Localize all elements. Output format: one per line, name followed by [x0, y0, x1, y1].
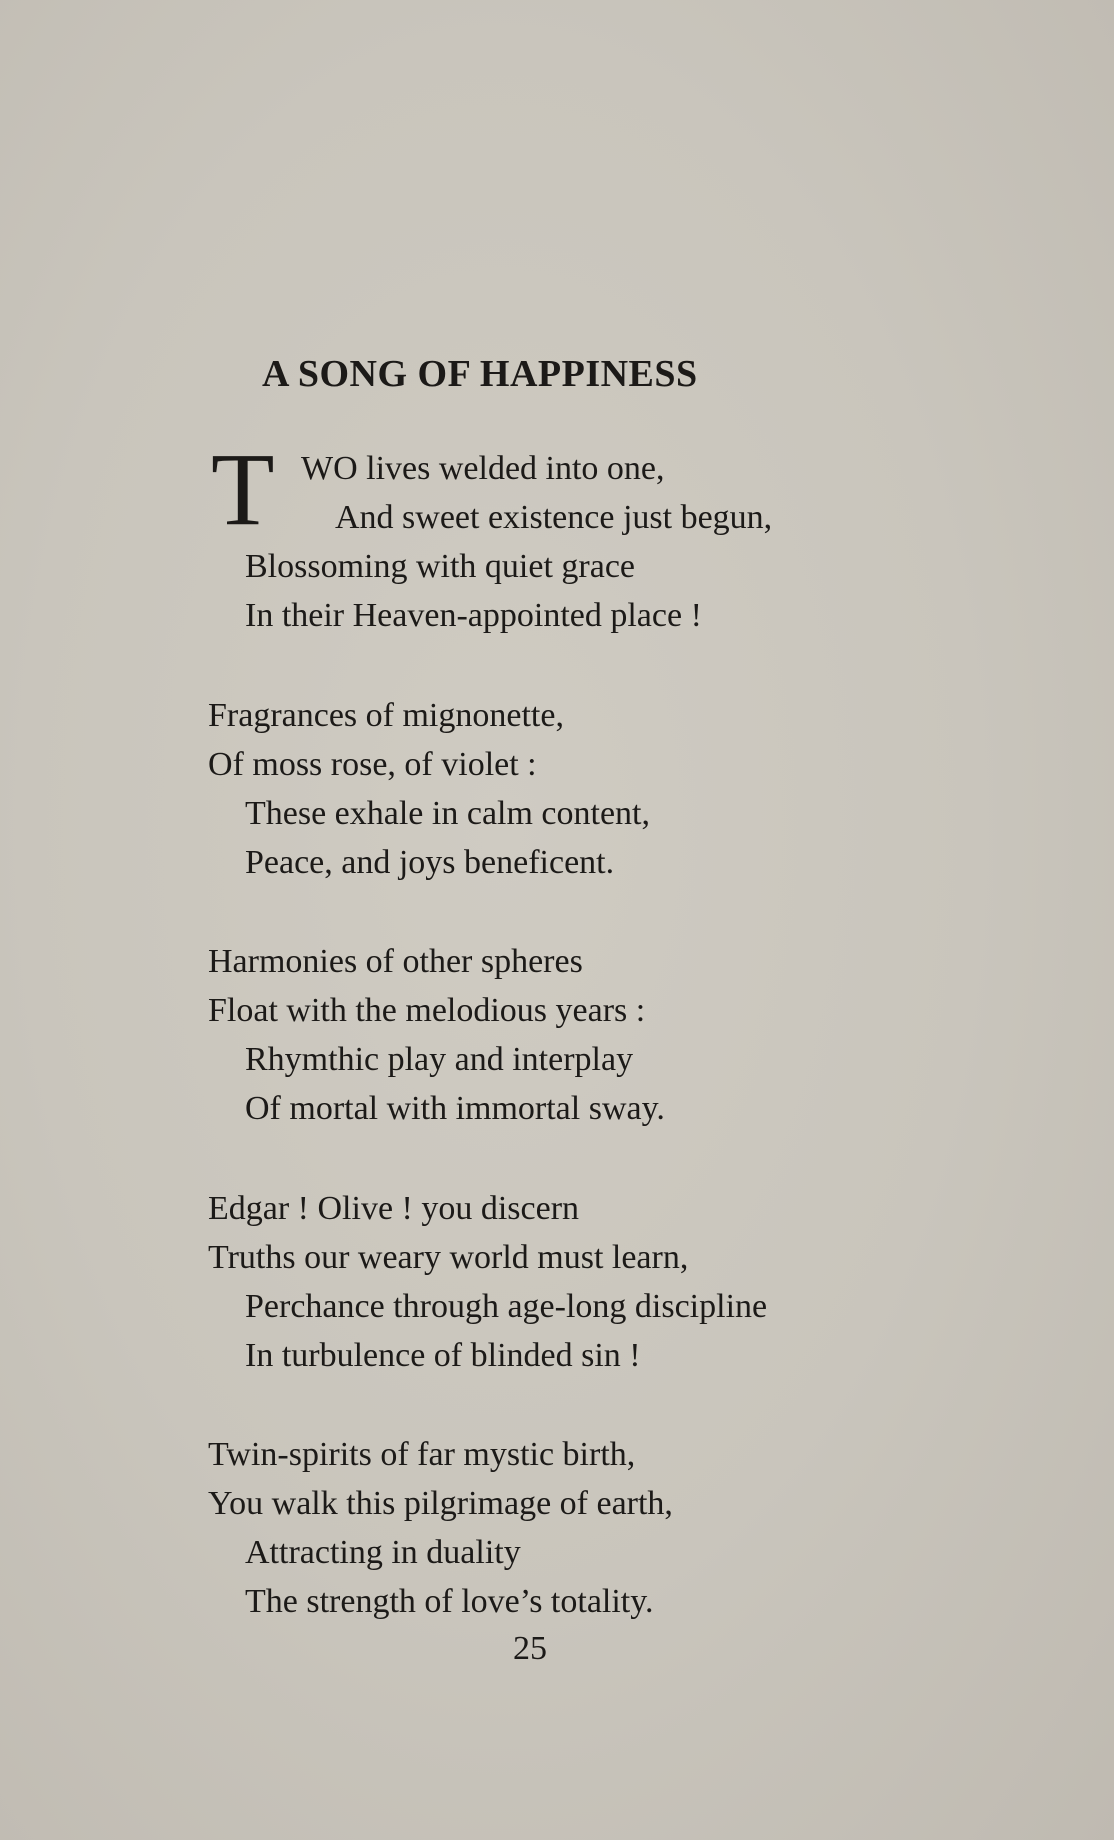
stanza-5: [208, 1430, 673, 1626]
stanza-3: [208, 937, 665, 1133]
poem-line: Peace, and joys beneficent.: [245, 844, 615, 881]
poem-line: In their Heaven-appointed place !: [245, 597, 702, 634]
drop-cap: T: [211, 432, 275, 547]
poem-line: Of moss rose, of violet :: [208, 746, 537, 783]
poem-line: Truths our weary world must learn,: [208, 1239, 689, 1276]
stanza-4: [208, 1184, 767, 1380]
poem-line: Fragrances of mignonette,: [208, 697, 564, 734]
poem-line: Float with the melodious years :: [208, 992, 646, 1029]
poem-line: Attracting in duality: [245, 1534, 521, 1571]
poem-line: Twin-spirits of far mystic birth,: [208, 1436, 636, 1473]
stanza-1: [208, 432, 773, 640]
poem-line: You walk this pilgrimage of earth,: [208, 1485, 673, 1522]
poem-line: And sweet existence just begun,: [335, 499, 773, 536]
poem-line: Blossoming with quiet grace: [245, 548, 636, 585]
poem-line: Rhymthic play and interplay: [245, 1041, 634, 1078]
poem-line: Of mortal with immortal sway.: [245, 1090, 665, 1127]
poem-line: In turbulence of blinded sin !: [245, 1337, 641, 1374]
page-number: 25: [513, 1630, 547, 1667]
poem-line: Perchance through age-long discipline: [245, 1288, 768, 1325]
poem-line: These exhale in calm content,: [245, 795, 650, 832]
poem-line: Edgar ! Olive ! you discern: [208, 1190, 580, 1227]
poem-title: A SONG OF HAPPINESS: [262, 353, 698, 395]
poem-line-text: WO lives welded into one,: [301, 450, 665, 487]
stanza-2: [208, 691, 650, 887]
poem-line: Harmonies of other spheres: [208, 943, 583, 980]
poem-line: The strength of love’s totality.: [245, 1583, 654, 1620]
